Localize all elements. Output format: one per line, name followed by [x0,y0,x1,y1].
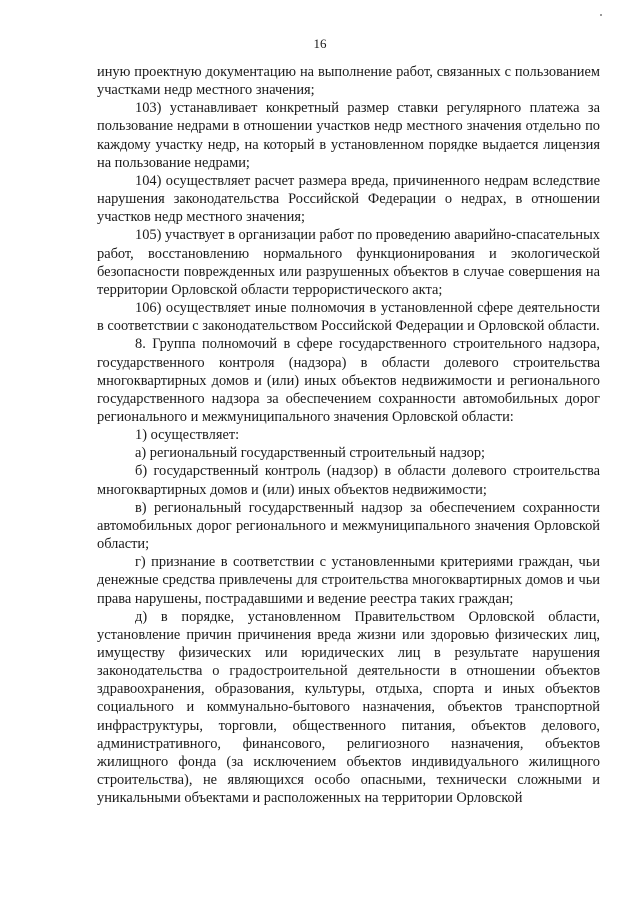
scan-artifact-mark [600,14,602,16]
page-number: 16 [313,36,327,51]
paragraph: д) в порядке, установленном Правительством Орловской области, установление причин причинения вреда жизни или здоровью физических лиц, имуществу физических или юридических лиц в результате нарушения законодательства о градостроительной деятельности в отношении объектов здравоохранения, образования, культуры, отдыха, спорта и иных объектов социального и коммунально-бытового назначения, объектов транспортной инфраструктуры, торговли, общественного питания, объектов делового, административного, финансового, религиозного назначения, объектов жилищного фонда (за исключением объектов индивидуального жилищного строительства), не являющихся особо опасными, технически сложными и уникальными объектами и расположенных на территории Орловской [97,608,600,807]
paragraph: б) государственный контроль (надзор) в области долевого строительства многоквартирных домов и (или) иных объектов недвижимости; [97,463,600,498]
paragraph: в) региональный государственный надзор за обеспечением сохранности автомобильных дорог регионального и межмуниципального значения Орловской области; [97,499,600,553]
paragraph: 106) осуществляет иные полномочия в установленной сфере деятельности в соответствии с законодательством Российской Федерации и Орловской области. [97,300,600,335]
document-body [97,63,600,807]
paragraph: иную проектную документацию на выполнение работ, связанных с пользованием участками недр местного значения; [97,64,600,99]
paragraph: 8. Группа полномочий в сфере государственного строительного надзора, государственного контроля (надзора) в области долевого строительства многоквартирных домов и (или) иных объектов недвижимости и регионального государственного надзора за обеспечением сохранности автомобильных дорог регионального и межмуниципального значения Орловской области: [97,336,600,425]
paragraph: 105) участвует в организации работ по проведению аварийно-спасательных работ, восстановлению нормального функционирования и экологической безопасности поврежденных или разрушенных объектов в случае совершения на территории Орловской области террористического акта; [97,227,600,298]
paragraph: а) региональный государственный строительный надзор; [135,445,486,462]
paragraph: 103) устанавливает конкретный размер ставки регулярного платежа за пользование недрами в отношении участков недр местного значения отдельно по каждому участку недр, на который в установленном порядке выдается лицензия на пользование недрами; [97,100,600,171]
paragraph: 1) осуществляет: [135,427,240,444]
paragraph: г) признание в соответствии с установленными критериями граждан, чьи денежные средства привлечены для строительства многоквартирных домов и чьи права нарушены, пострадавшими и ведение реестра таких граждан; [97,554,600,607]
paragraph: 104) осуществляет расчет размера вреда, причиненного недрам вследствие нарушения законодательства Российской Федерации о недрах, в отношении участков недр местного значения; [97,172,600,226]
